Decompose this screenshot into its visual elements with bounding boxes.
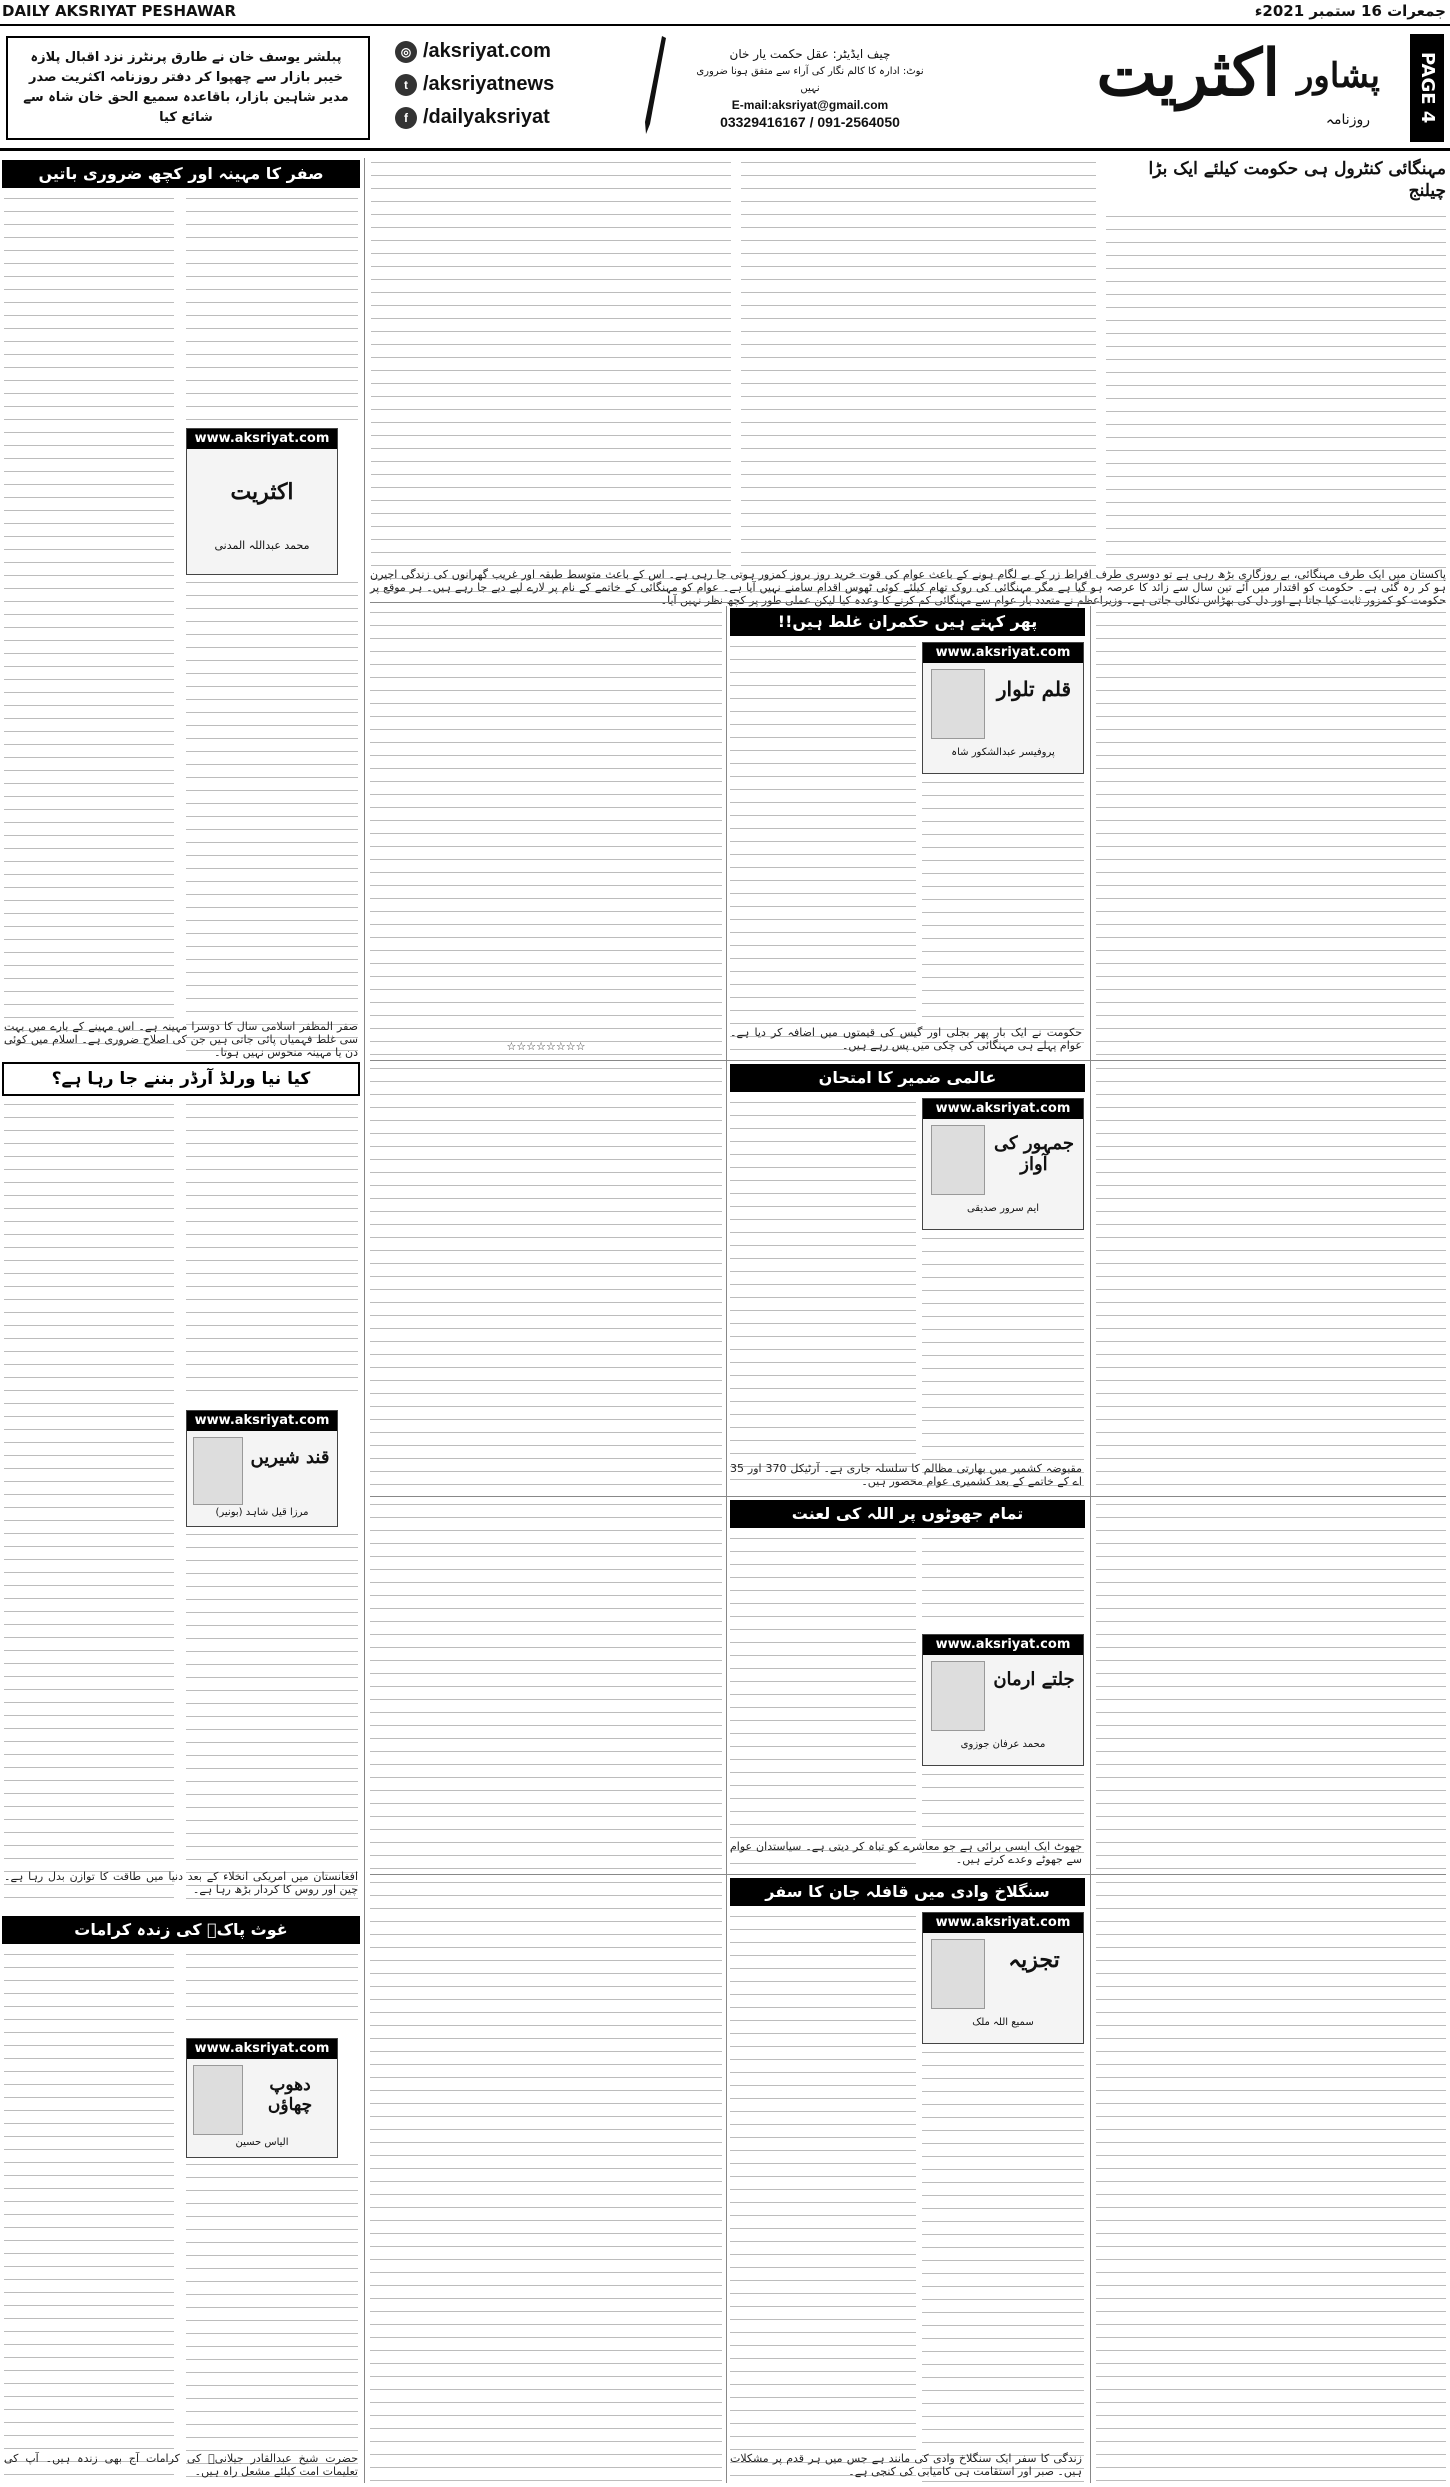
right-col4-text [1096, 1878, 1446, 2482]
editorial-headline: مہنگائی کنٹرول ہی حکومت کیلئے ایک بڑا چیلنج [1148, 159, 1446, 201]
publisher-box [6, 36, 370, 140]
left-col3-body: حضرت شیخ عبدالقادر جیلانیؒ کی کرامات آج بھی زندہ ہیں۔ آپ کی تعلیمات امت کیلئے مشعل راہ ہیں۔ [4, 2452, 358, 2478]
page-badge: PAGE 4 [1410, 34, 1444, 142]
writer-name: محمد عبداللہ المدنی [214, 539, 310, 552]
pen-icon [640, 34, 670, 139]
writer-photo [193, 2065, 243, 2135]
column-name: دھوپ چھاؤں [267, 2075, 313, 2115]
center-col2-text-a [730, 1098, 916, 1488]
left-col3-card [186, 2038, 338, 2158]
editorial [370, 158, 1446, 607]
logo-paper-name: اکثریت [1096, 36, 1280, 111]
center-col3-body: جھوٹ ایک ایسی برائی ہے جو معاشرے کو تباہ کر دیتی ہے۔ سیاستدان عوام سے جھوٹے وعدے کرتے ہیں۔ [730, 1840, 1082, 1866]
publisher-note: پبلشر یوسف خان نے طارق پرنٹرز نزد اقبال پلازہ خیبر بازار سے چھپوا کر دفتر روزنامہ اکثریت صدر مدیر شاہین بازار، باقاعدہ سمیع الحق خان شاہ سے شائع کیا [23, 50, 349, 125]
writer-photo [931, 1661, 985, 1731]
phone-line: 091-2564050 / 03329416167 [720, 114, 900, 130]
column-name: قند شیریں [250, 1447, 330, 1468]
left-col2-text-c [186, 1530, 358, 1900]
writer-name: محمد عرفان جوزوی [960, 1739, 1046, 1750]
center-col3-card [922, 1634, 1084, 1766]
column-name: جلتے ارمان [993, 1669, 1075, 1690]
right-col2-text [1096, 1064, 1446, 1494]
center-col2-left-text [370, 1064, 722, 1494]
center-col2-body: مقبوضہ کشمیر میں بھارتی مظالم کا سلسلہ جاری ہے۔ آرٹیکل 370 اور 35 اے کے خاتمے کے بعد کشمیری عوام محصور ہیں۔ [730, 1462, 1082, 1488]
writer-name: پروفیسر عبدالشکور شاہ [951, 747, 1055, 758]
left-col2-card [186, 1410, 338, 1527]
right-col3-text [1096, 1500, 1446, 1870]
column-name: قلم تلوار [996, 677, 1072, 701]
column-name: تجزیہ [1008, 1947, 1060, 1973]
center-col1-text-b [922, 778, 1084, 1052]
center-col2-text-b [922, 1234, 1084, 1488]
social-twitter-text: /aksriyatnews [423, 73, 555, 95]
writer-photo [931, 669, 985, 739]
card-url[interactable]: www.aksriyat.com [923, 1099, 1083, 1119]
social-facebook-text: /dailyaksriyat [423, 106, 550, 128]
center-col1-title: پھر کہتے ہیں حکمران غلط ہیں!! [730, 608, 1085, 636]
writer-name: الیاس حسین [235, 2137, 289, 2148]
center-col4-card [922, 1912, 1084, 2044]
contact-block [690, 46, 930, 131]
social-web-text: /aksriyat.com [423, 40, 551, 62]
date-label: جمعرات 16 ستمبر 2021ء [1254, 2, 1446, 20]
writer-name: سمیع اللہ ملک [972, 2017, 1034, 2028]
center-col1-left-text [370, 608, 722, 1058]
center-col4-body: زندگی کا سفر ایک سنگلاخ وادی کی مانند ہے جس میں ہر قدم پر مشکلات ہیں۔ صبر اور استقامت ہی کامیابی کی کنجی ہے۔ [730, 2452, 1082, 2478]
center-right-divider [1090, 606, 1091, 2483]
row2-rule [370, 1496, 1446, 1497]
center-col4-text-b [922, 2048, 1084, 2482]
card-url[interactable]: www.aksriyat.com [187, 2039, 337, 2059]
card-url[interactable]: www.aksriyat.com [187, 1411, 337, 1431]
left-divider [364, 158, 365, 2483]
center-col2-title: عالمی ضمیر کا امتحان [730, 1064, 1085, 1092]
masthead [0, 28, 1450, 151]
writer-name: ایم سرور صدیقی [966, 1203, 1040, 1214]
center-col2-card [922, 1098, 1084, 1230]
left-col2-title: کیا نیا ورلڈ آرڈر بننے جا رہا ہے؟ [2, 1062, 360, 1096]
editorial-text-b [741, 158, 1096, 592]
card-url[interactable]: www.aksriyat.com [187, 429, 337, 449]
center-col1-body: حکومت نے ایک بار پھر بجلی اور گیس کی قیمتوں میں اضافہ کر دیا ہے۔ عوام پہلے ہی مہنگائی کی چکی میں پس رہے ہیں۔ [730, 1026, 1082, 1052]
left-col1-text-a [4, 194, 174, 1054]
left-col2-text-b [186, 1100, 358, 1400]
writer-photo [193, 1437, 243, 1505]
center-col3-text-a [730, 1534, 916, 1864]
card-url[interactable]: www.aksriyat.com [923, 643, 1083, 663]
social-links [395, 40, 635, 140]
row1-rule [370, 1060, 1446, 1061]
facebook-icon: f [395, 107, 417, 129]
card-url[interactable]: www.aksriyat.com [923, 1635, 1083, 1655]
writer-photo [931, 1939, 985, 2009]
left-col3-title: غوث پاکؒ کی زندہ کرامات [2, 1916, 360, 1944]
left-col3-text-a [4, 1950, 174, 2480]
center-col1-text-a [730, 642, 916, 1052]
logo-daily: روزنامہ [1325, 112, 1370, 128]
editorial-text-c [371, 158, 731, 592]
stars-divider: ☆☆☆☆☆☆☆☆ [506, 1040, 586, 1053]
writer-name: مرزا قیل شاہد (بونیر) [215, 1507, 309, 1518]
globe-icon: ◎ [395, 41, 417, 63]
center-col4-title: سنگلاخ وادی میں قافلہ جان کا سفر [730, 1878, 1085, 1906]
left-col3-text-c [186, 2160, 358, 2480]
writer-photo [931, 1125, 985, 1195]
top-rule [0, 24, 1450, 26]
social-web[interactable] [395, 40, 635, 73]
center-left-divider [726, 606, 727, 2483]
left-col1-body: صفر المظفر اسلامی سال کا دوسرا مہینہ ہے۔ اس مہینے کے بارے میں بہت سی غلط فہمیاں پائی جاتی ہیں جن کی اصلاح ضروری ہے۔ اسلام میں کوئی دن یا مہینہ منحوس نہیں ہوتا۔ [4, 1020, 358, 1059]
left-col1-text-b [186, 194, 358, 424]
center-col3-title: تمام جھوٹوں پر اللہ کی لعنت [730, 1500, 1085, 1528]
column-name: جمہور کی آواز [994, 1133, 1074, 1175]
editorial-rule [370, 602, 1446, 603]
center-col1-card [922, 642, 1084, 774]
social-facebook[interactable] [395, 106, 635, 139]
editor-line: چیف ایڈیٹر: عقل حکمت یار خان [729, 47, 891, 61]
paper-code-label: DAILY AKSRIYAT PESHAWAR [2, 2, 237, 20]
left-col1-title: صفر کا مہینہ اور کچھ ضروری باتیں [2, 160, 360, 188]
email-line: E-mail:aksriyat@gmail.com [731, 98, 889, 112]
editorial-body: پاکستان میں ایک طرف مہنگائی، بے روزگاری بڑھ رہی ہے تو دوسری طرف افراط زر کے بے لگام ہونے کے باعث عوام کی قوت خرید روز بروز کمزور ہوتی جا رہی ہے۔ اس کے باعث متوسط طبقہ اور غریب گھرانوں کی زندگی اجیرن ہو کر رہ گئی ہے۔ حکومت کو اقتدار میں آئے تین سال سے زائد کا عرصہ ہو گیا ہے مگر مہنگائی کی روک تھام کیلئے کوئی ٹھوس اقدام سامنے نہیں آیا ہے۔ عوام کو مہنگائی کے خاتمے کے نام پر لارے لپے دیے جا رہے ہیں۔ ہر موقع پر حکومت کو کمزور ثابت کیا جاتا ہے اور دل کی بھڑاس نکالی جاتی ہے۔ وزیراعظم نے متعدد بار عوام سے مہنگائی کم کرنے کا وعدہ کیا لیکن عملی طور پر کچھ نظر نہیں آیا۔ [370, 568, 1446, 607]
left-col1-text-c [186, 578, 358, 1054]
card-url[interactable]: www.aksriyat.com [923, 1913, 1083, 1933]
left-col1-card [186, 428, 338, 575]
social-twitter[interactable] [395, 73, 635, 106]
left-col3-text-b [186, 1950, 358, 2030]
logo-city: پشاور [1297, 56, 1380, 96]
left-col2-body: افغانستان میں امریکی انخلاء کے بعد دنیا میں طاقت کا توازن بدل رہا ہے۔ چین اور روس کا کردار بڑھ رہا ہے۔ [4, 1870, 358, 1896]
top-bar [0, 0, 1450, 22]
editorial-text-a [1106, 212, 1446, 592]
right-col1-text [1096, 608, 1446, 1058]
twitter-icon: t [395, 74, 417, 96]
column-name: اکثریت [230, 479, 294, 505]
center-col4-text-a [730, 1912, 916, 2482]
left-col2-text-a [4, 1100, 174, 1900]
center-col3-left-text [370, 1500, 722, 1870]
notice-line: نوٹ: ادارہ کا کالم نگار کی آراء سے متفق ہونا ضروری نہیں [696, 66, 924, 94]
center-col3-text-b [922, 1534, 1084, 1628]
logo [980, 36, 1390, 141]
row3-rule [370, 1874, 1446, 1875]
center-col4-left-text [370, 1878, 722, 2482]
